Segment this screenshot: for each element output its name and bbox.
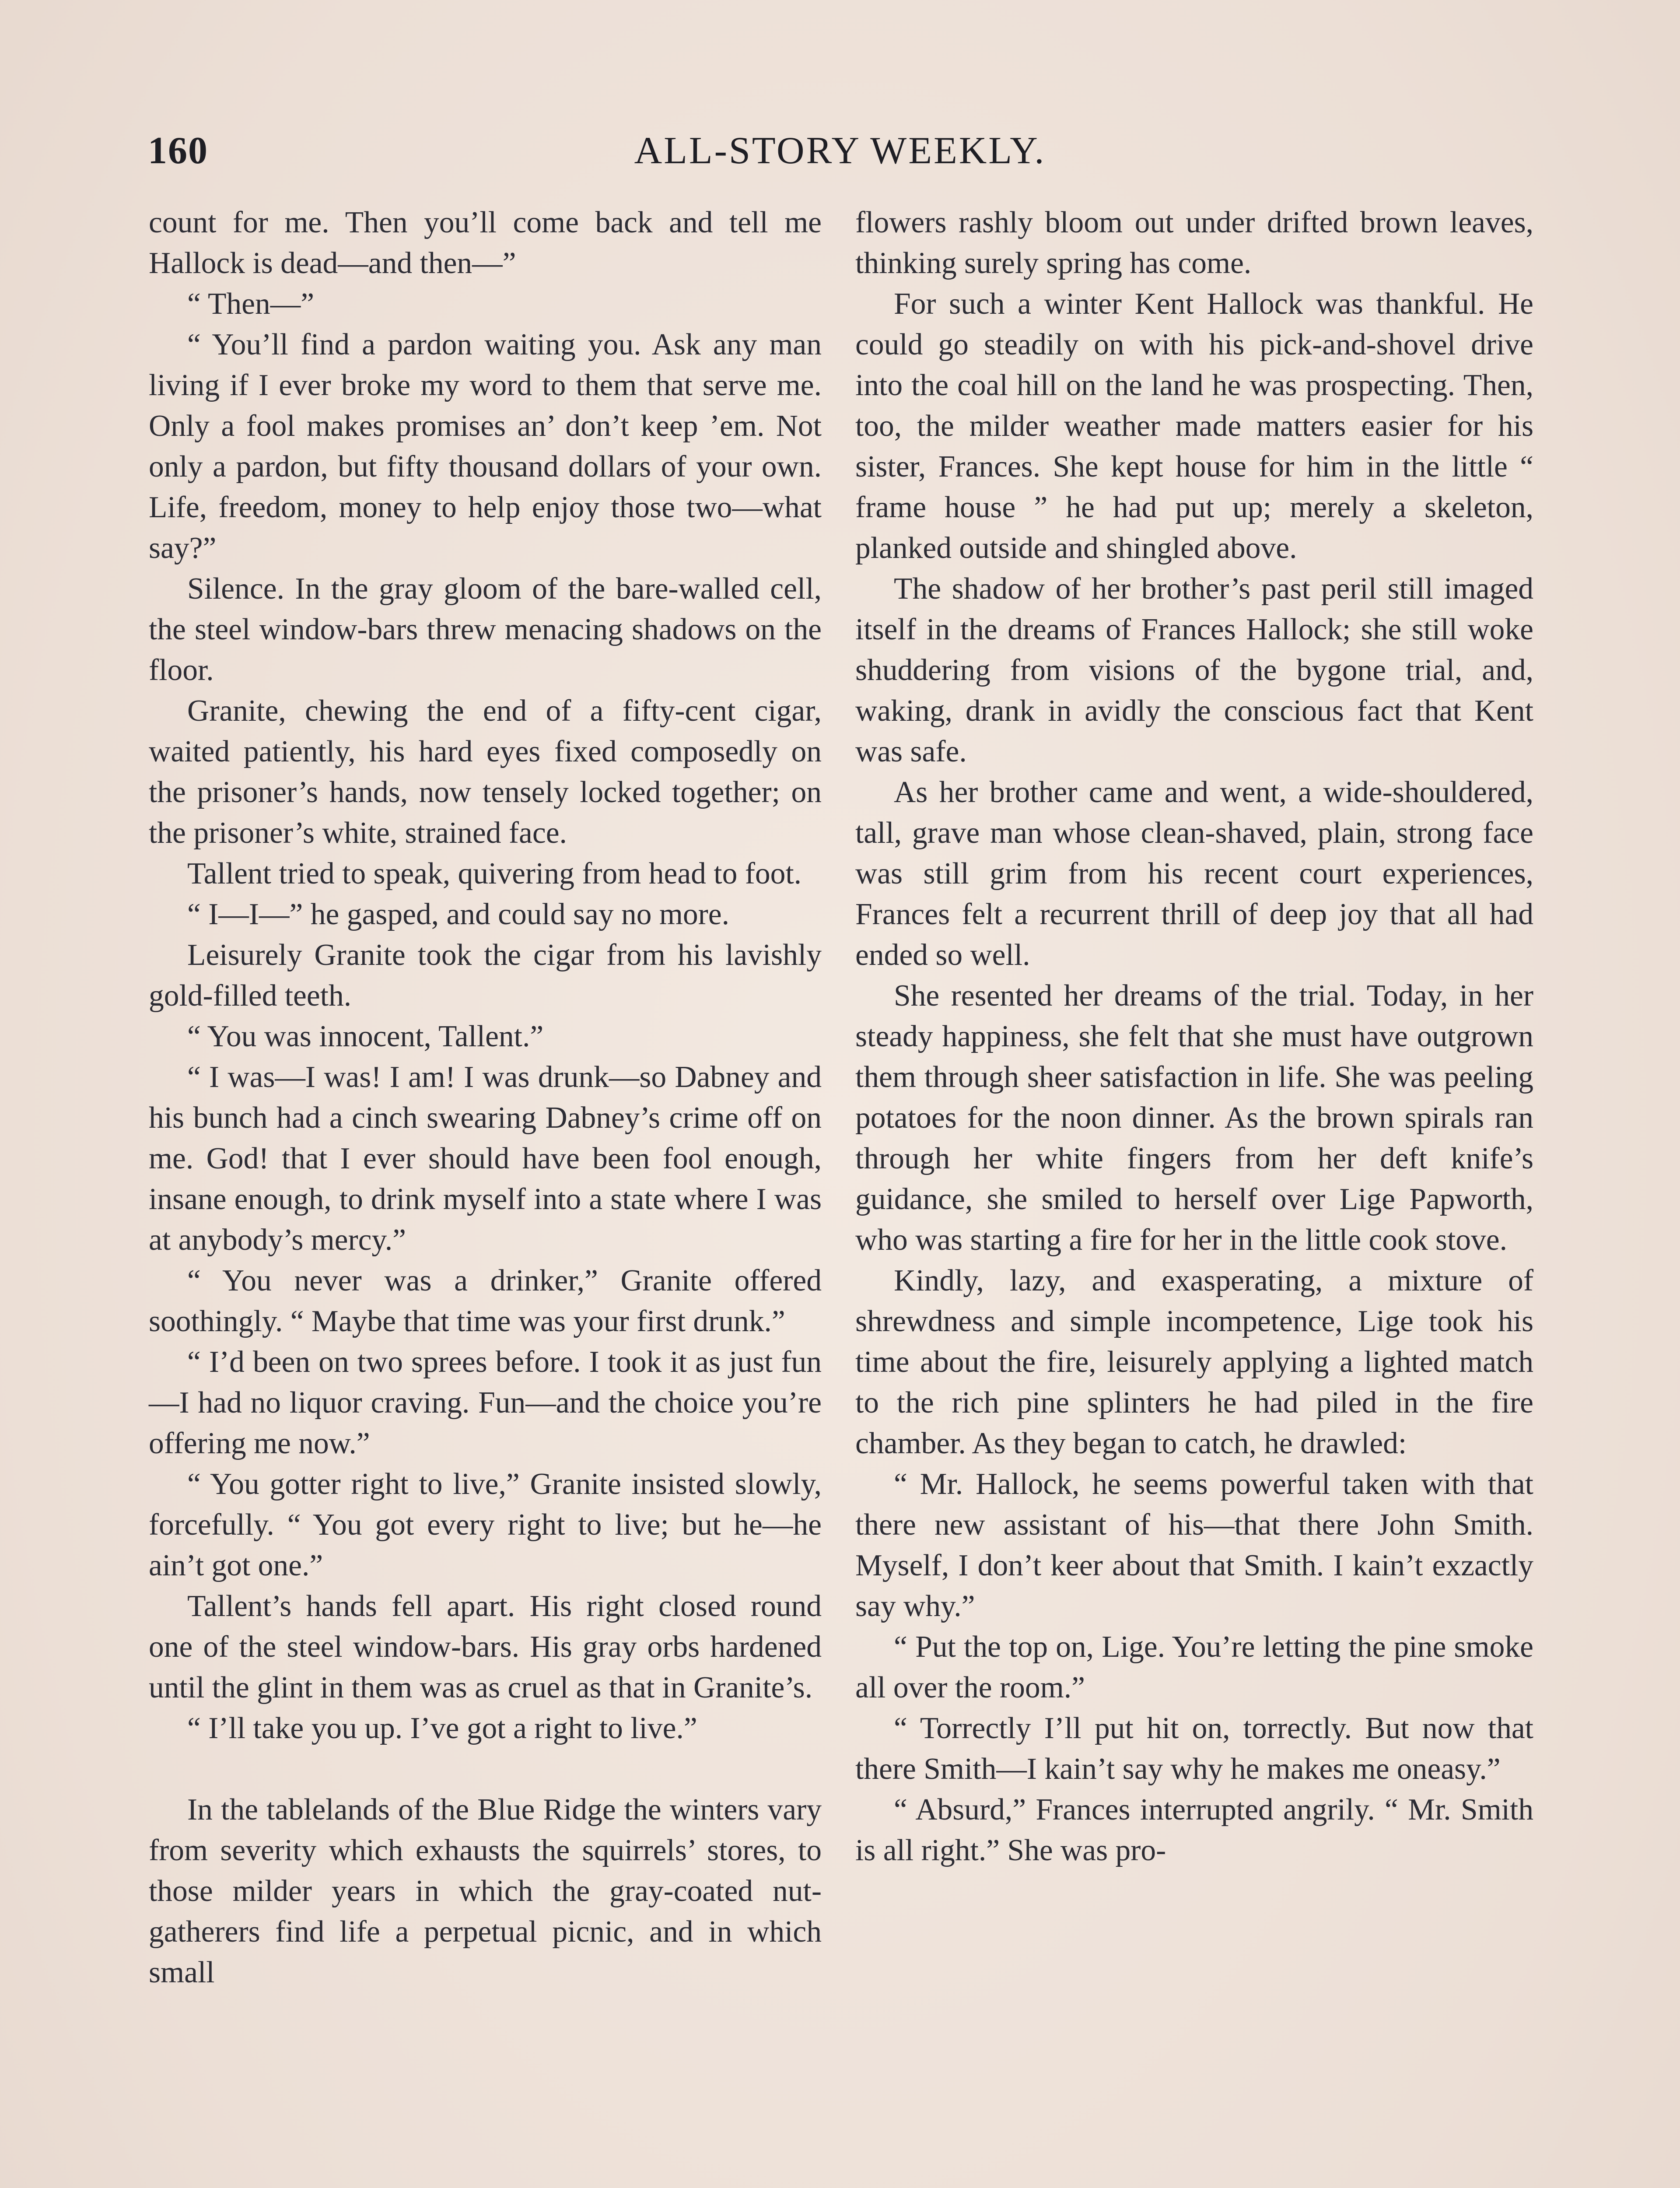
paragraph: In the tablelands of the Blue Ridge the winters vary from severity which exhausts the squirrels’ stores, to those milder years in which the gray-coated nut-gatherers find life a perpetual picnic, and in which small [149, 1793, 822, 1989]
paragraph: “ You never was a drinker,” Granite offered soothingly. “ Maybe that time was your first drunk.” [149, 1264, 822, 1338]
paragraph: count for me. Then you’ll come back and tell me Hallock is dead—and then—” [149, 206, 822, 280]
paragraph: “ Absurd,” Frances interrupted angrily. “ Mr. Smith is all right.” She was pro- [855, 1793, 1533, 1867]
paragraph: “ Then—” [187, 287, 315, 321]
paragraph: “ Mr. Hallock, he seems powerful taken with that there new assistant of his—that there John Smith. Myself, I don’t keer about that Smith. I kain’t exzactly say why.” [855, 1467, 1533, 1623]
paragraph: “ Torrectly I’ll put hit on, torrectly. But now that there Smith—I kain’t say why he makes me oneasy.” [855, 1711, 1533, 1786]
page-number: 160 [148, 130, 208, 172]
paragraph: Silence. In the gray gloom of the bare-walled cell, the steel window-bars threw menacing shadows on the floor. [149, 572, 822, 687]
paragraph: “ I was—I was! I am! I was drunk—so Dabney and his bunch had a cinch swearing Dabney’s crime off on me. God! that I ever should have been fool enough, insane enough, to drink myself into a state where I was at anybody’s mercy.” [149, 1060, 822, 1257]
paragraph: As her brother came and went, a wide-shouldered, tall, grave man whose clean-shaved, plain, strong face was still grim from his recent court experiences, Frances felt a recurrent thrill of deep joy that all had ended so well. [855, 775, 1533, 972]
left-column [149, 202, 822, 1993]
paragraph: “ I’ll take you up. I’ve got a right to live.” [187, 1711, 697, 1745]
paragraph: flowers rashly bloom out under drifted brown leaves, thinking surely spring has come. [855, 206, 1533, 280]
paragraph: Kindly, lazy, and exasperating, a mixture of shrewdness and simple incompetence, Lige took his time about the fire, leisurely applying a lighted match to the rich pine splinters he had piled in the fire chamber. As they began to catch, he drawled: [855, 1264, 1533, 1460]
paragraph: “ I’d been on two sprees before. I took it as just fun—I had no liquor craving. Fun—and the choice you’re offering me now.” [149, 1345, 822, 1460]
paragraph: “ I—I—” he gasped, and could say no more. [187, 898, 730, 931]
paragraph: She resented her dreams of the trial. Today, in her steady happiness, she felt that she must have outgrown them through sheer satisfaction in life. She was peeling potatoes for the noon dinner. As the brown spirals ran through her white fingers from her deft knife’s guidance, she smiled to herself over Lige Papworth, who was starting a fire for her in the little cook stove. [855, 979, 1533, 1257]
page-header [148, 118, 1532, 184]
paragraph: “ Put the top on, Lige. You’re letting the pine smoke all over the room.” [855, 1630, 1533, 1704]
paragraph: Tallent tried to speak, quivering from head to foot. [187, 857, 802, 891]
paragraph: “ You gotter right to live,” Granite insisted slowly, forcefully. “ You got every right to live; but he—he ain’t got one.” [149, 1467, 822, 1582]
running-title: ALL-STORY WEEKLY. [634, 130, 1046, 172]
paragraph: Granite, chewing the end of a fifty-cent cigar, waited patiently, his hard eyes fixed composedly on the prisoner’s hands, now tensely locked together; on the prisoner’s white, strained face. [149, 694, 822, 850]
right-column [855, 202, 1533, 1871]
paragraph: “ You was innocent, Tallent.” [187, 1020, 544, 1053]
paragraph: Leisurely Granite took the cigar from his lavishly gold-filled teeth. [149, 938, 822, 1013]
paragraph: The shadow of her brother’s past peril still imaged itself in the dreams of Frances Hallock; she still woke shuddering from visions of the bygone trial, and, waking, drank in avidly the conscious fact that Kent was safe. [855, 572, 1533, 768]
paragraph: Tallent’s hands fell apart. His right closed round one of the steel window-bars. His gray orbs hardened until the glint in them was as cruel as that in Granite’s. [149, 1589, 822, 1704]
paragraph: “ You’ll find a pardon waiting you. Ask any man living if I ever broke my word to them that serve me. Only a fool makes promises an’ don’t keep ’em. Not only a pardon, but fifty thousand dollars of your own. Life, freedom, money to help enjoy those two—what say?” [149, 328, 822, 565]
paragraph: For such a winter Kent Hallock was thankful. He could go steadily on with his pick-and-shovel drive into the coal hill on the land he was prospecting. Then, too, the milder weather made matters easier for his sister, Frances. She kept house for him in the little “ frame house ” he had put up; merely a skeleton, planked outside and shingled above. [855, 287, 1533, 565]
